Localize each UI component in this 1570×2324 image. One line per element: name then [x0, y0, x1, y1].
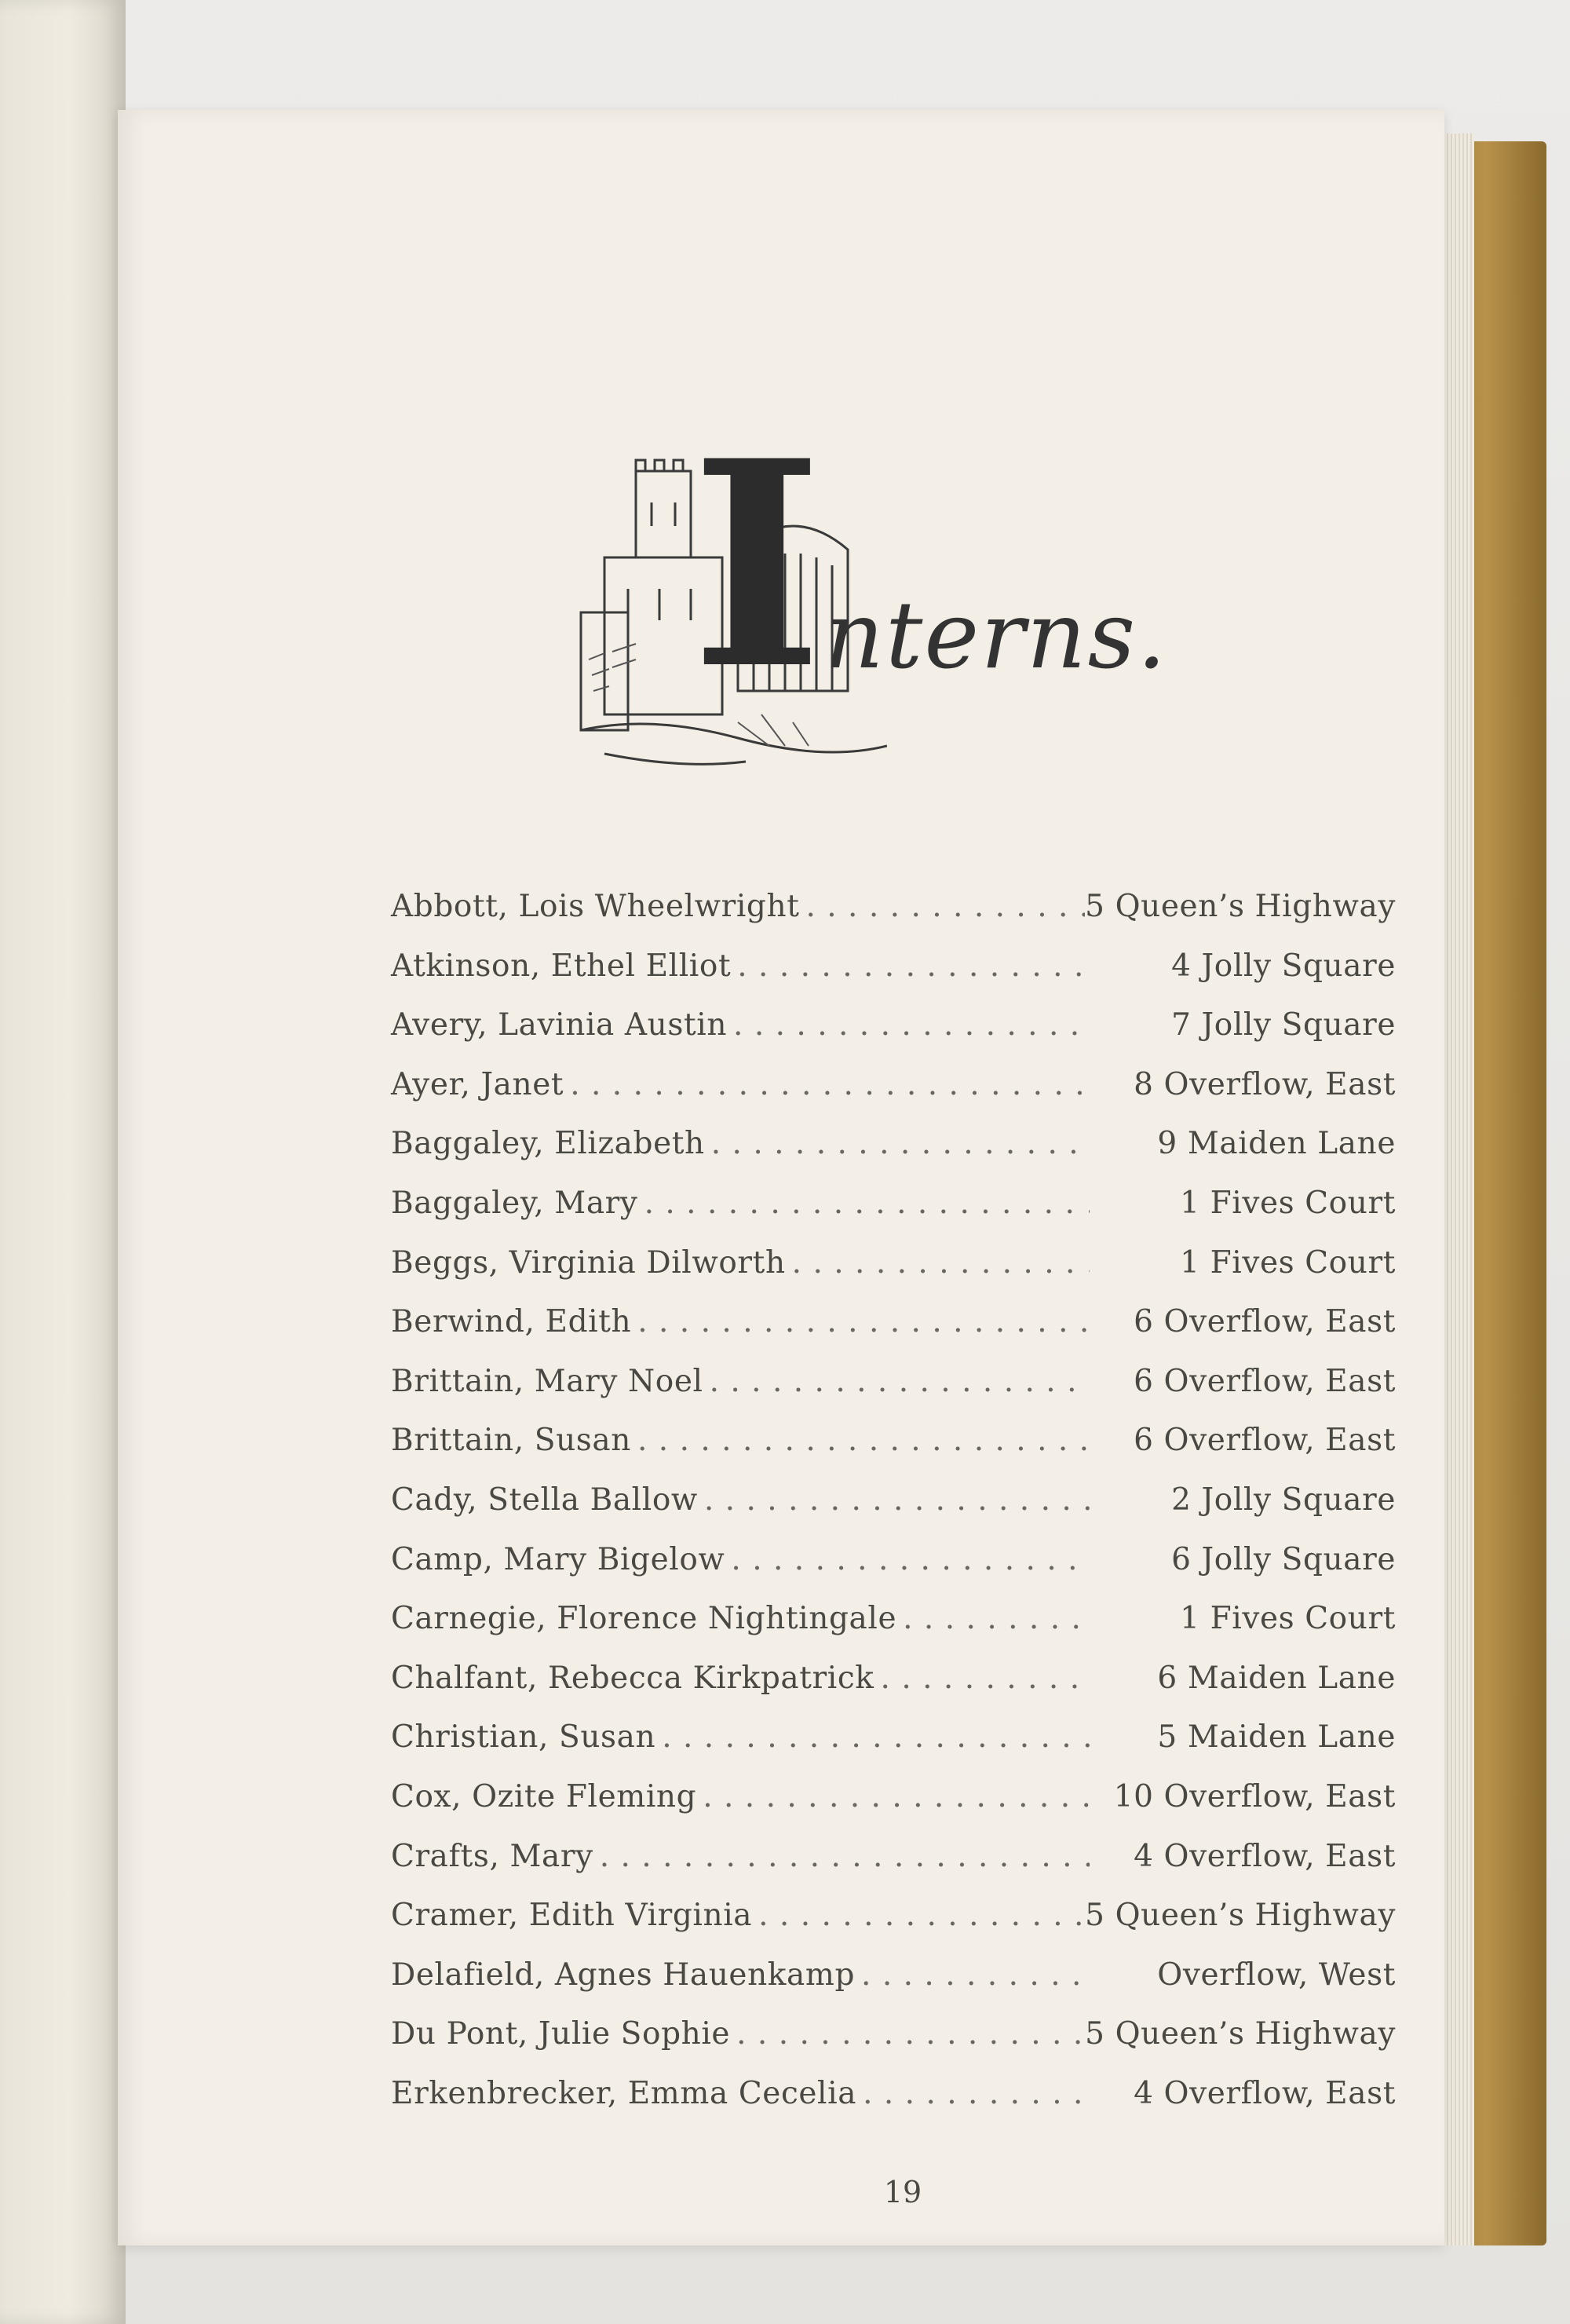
entry-address: 4 Jolly Square [1171, 948, 1396, 984]
entry-address: 4 Overflow, East [1134, 1838, 1396, 1874]
entry-name: Camp, Mary Bigelow [391, 1541, 725, 1577]
section-heading [557, 399, 1217, 801]
entry-address: 9 Maiden Lane [1157, 1126, 1396, 1162]
entry-name: Brittain, Mary Noel [391, 1363, 703, 1399]
entry-name: Chalfant, Rebecca Kirkpatrick [391, 1660, 874, 1696]
entry-name: Cady, Stella Ballow [391, 1482, 698, 1518]
entry-address: 2 Jolly Square [1171, 1482, 1396, 1518]
dot-leader [805, 889, 1085, 924]
entry-address: 5 Maiden Lane [1157, 1719, 1396, 1756]
entry-address: 10 Overflow, East [1113, 1778, 1396, 1814]
entry-address: Overflow, West [1157, 1957, 1396, 1993]
entry-address: 5 Queen’s Highway [1085, 1898, 1396, 1934]
list-item [391, 1304, 1396, 1364]
list-item [391, 1957, 1396, 2017]
list-item [391, 1779, 1396, 1839]
entry-name: Cramer, Edith Virginia [391, 1898, 753, 1934]
heading-text: nterns. [824, 581, 1168, 689]
entry-name: Du Pont, Julie Sophie [391, 2016, 731, 2052]
page-number: 19 [883, 2175, 922, 2209]
entry-address: 1 Fives Court [1180, 1244, 1396, 1281]
entry-address: 7 Jolly Square [1171, 1007, 1396, 1043]
entry-address: 6 Overflow, East [1134, 1423, 1396, 1459]
entry-address: 1 Fives Court [1180, 1185, 1396, 1221]
dot-leader [903, 1601, 1090, 1636]
entry-name: Abbott, Lois Wheelwright [391, 889, 800, 924]
dot-leader [792, 1245, 1090, 1281]
list-item [391, 1719, 1396, 1779]
entry-address: 4 Overflow, East [1134, 2075, 1396, 2111]
list-item [391, 1661, 1396, 1720]
dot-leader [758, 1898, 1085, 1933]
entry-name: Christian, Susan [391, 1719, 656, 1756]
list-item [391, 1898, 1396, 1957]
interns-list [391, 889, 1396, 2135]
entry-name: Ayer, Janet [391, 1066, 564, 1102]
entry-address: 6 Jolly Square [1171, 1541, 1396, 1577]
list-item [391, 1839, 1396, 1898]
book-page [118, 110, 1444, 2245]
heading-initial: I [691, 399, 823, 731]
list-item [391, 1007, 1396, 1067]
entry-name: Avery, Lavinia Austin [391, 1007, 728, 1043]
entry-address: 6 Overflow, East [1134, 1363, 1396, 1399]
dot-leader [570, 1067, 1090, 1102]
entry-address: 8 Overflow, East [1134, 1066, 1396, 1102]
list-item [391, 1364, 1396, 1423]
list-item [391, 889, 1396, 948]
entry-address: 5 Queen’s Highway [1085, 889, 1396, 924]
dot-leader [637, 1304, 1090, 1339]
dot-leader [644, 1186, 1090, 1221]
entry-address: 1 Fives Court [1180, 1601, 1396, 1637]
dot-leader [736, 2016, 1085, 2052]
list-item [391, 948, 1396, 1008]
list-item [391, 1067, 1396, 1127]
list-item [391, 1601, 1396, 1661]
dot-leader [731, 1542, 1090, 1577]
dot-leader [703, 1779, 1090, 1814]
dot-leader [711, 1126, 1090, 1161]
entry-name: Baggaley, Mary [391, 1185, 638, 1221]
entry-name: Berwind, Edith [391, 1304, 632, 1340]
entry-name: Delafield, Agnes Hauenkamp [391, 1957, 856, 1993]
dot-leader [662, 1719, 1090, 1755]
dot-leader [861, 1957, 1090, 1993]
entry-address: 6 Overflow, East [1134, 1304, 1396, 1340]
list-item [391, 1245, 1396, 1305]
entry-name: Cox, Ozite Fleming [391, 1778, 697, 1814]
dot-leader [637, 1423, 1090, 1458]
dot-leader [704, 1482, 1090, 1518]
list-item [391, 1186, 1396, 1245]
entry-name: Crafts, Mary [391, 1838, 593, 1874]
list-item [391, 1482, 1396, 1542]
dot-leader [600, 1839, 1090, 1874]
list-item [391, 2076, 1396, 2136]
list-item [391, 1542, 1396, 1602]
dot-leader [710, 1364, 1090, 1399]
list-item [391, 1126, 1396, 1186]
list-item [391, 2016, 1396, 2076]
dot-leader [863, 2076, 1090, 2111]
entry-name: Carnegie, Florence Nightingale [391, 1601, 897, 1637]
entry-address: 6 Maiden Lane [1157, 1660, 1396, 1696]
entry-name: Erkenbrecker, Emma Cecelia [391, 2075, 857, 2111]
entry-address: 5 Queen’s Highway [1085, 2016, 1396, 2052]
list-item [391, 1423, 1396, 1482]
entry-name: Baggaley, Elizabeth [391, 1126, 705, 1162]
dot-leader [881, 1661, 1090, 1696]
dot-leader [733, 1007, 1090, 1043]
entry-name: Brittain, Susan [391, 1423, 631, 1459]
entry-name: Beggs, Virginia Dilworth [391, 1244, 786, 1281]
entry-name: Atkinson, Ethel Elliot [391, 948, 732, 984]
dot-leader [737, 948, 1090, 984]
left-page-edge [0, 0, 126, 2324]
